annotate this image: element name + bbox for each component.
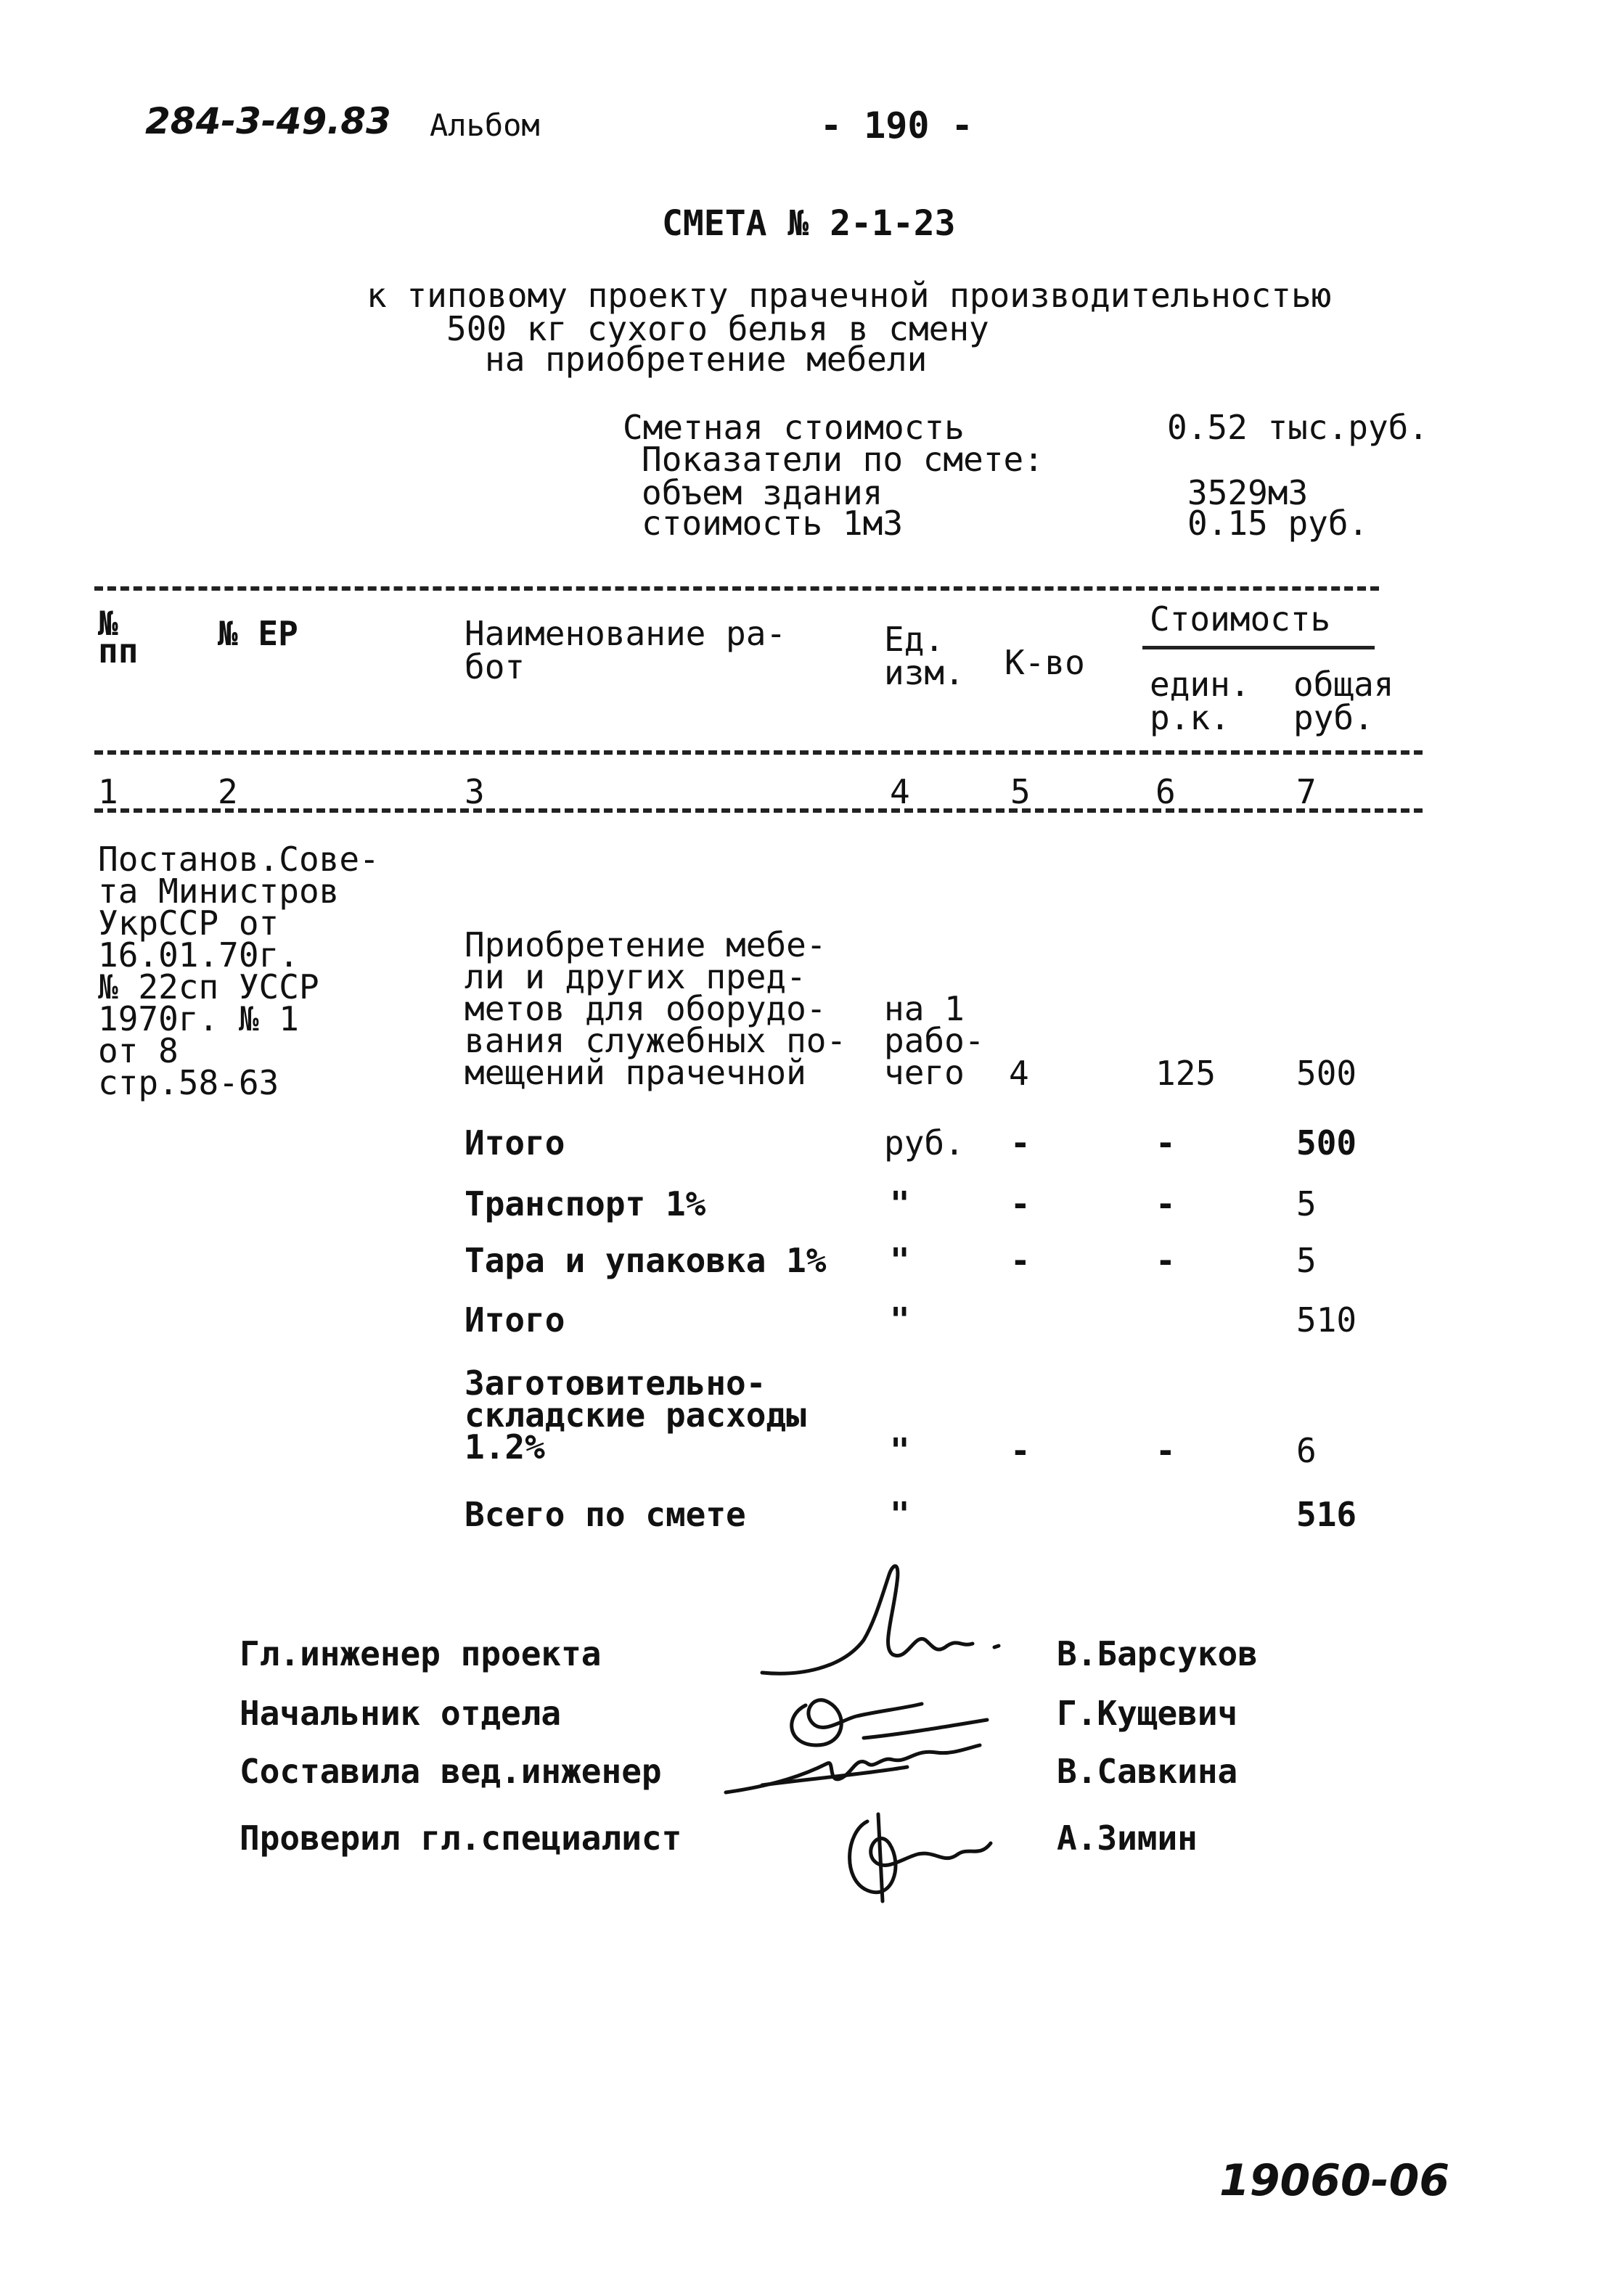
estimate-heading: СМЕТА № 2-1-23 <box>662 203 956 244</box>
header-er-number: № ЕР <box>218 614 298 653</box>
cost-value: 0.52 тыс.руб. <box>1167 408 1429 447</box>
column-number-2: 2 <box>218 772 238 811</box>
row-subtotal-qty: - <box>1010 1123 1031 1163</box>
table-top-rule <box>94 586 1379 591</box>
header-unit-price: един. р.к. <box>1150 665 1251 737</box>
main-item-unit: на 1 рабо- чего <box>884 989 985 1092</box>
row-packaging-name: Тара и упаковка 1% <box>465 1241 827 1280</box>
row-grand-total-name: Всего по смете <box>465 1495 746 1534</box>
signature-name-3: В.Савкина <box>1057 1752 1238 1791</box>
column-number-7: 7 <box>1296 772 1317 811</box>
row-transport-total: 5 <box>1296 1184 1317 1223</box>
signature-role-4: Проверил гл.специалист <box>240 1819 682 1858</box>
indicators-label: Показатели по смете: <box>642 440 1044 479</box>
column-number-6: 6 <box>1155 772 1176 811</box>
header-work-name: Наименование ра- бот <box>465 614 787 686</box>
volume-value: 3529м3 <box>1187 473 1309 512</box>
row-packaging-qty: - <box>1010 1241 1031 1280</box>
document-code: 284-3-49.83 <box>145 100 391 142</box>
source-reference: Постанов.Сове- та Министров УкрССР от 16.01.70г. № 22сп УССР 1970г. № 1 от 8 стр.58-63 <box>98 840 380 1102</box>
header-cost-underline <box>1142 646 1375 649</box>
main-item-unit-price: 125 <box>1155 1054 1216 1093</box>
column-number-1: 1 <box>98 772 118 811</box>
signature-name-2: Г.Кущевич <box>1057 1694 1238 1733</box>
row-transport-unit: " <box>890 1184 910 1223</box>
signature-role-1: Гл.инженер проекта <box>240 1634 602 1673</box>
column-numbers-rule <box>94 808 1423 813</box>
footer-stamp-number: 19060-06 <box>1219 2155 1450 2206</box>
cost-label: Сметная стоимость <box>623 408 965 447</box>
row-procurement-qty: - <box>1010 1431 1031 1470</box>
row-subtotal-total: 500 <box>1296 1123 1357 1163</box>
signature-role-2: Начальник отдела <box>240 1694 562 1733</box>
header-bottom-rule <box>94 750 1423 755</box>
header-row-number: № пп <box>98 604 139 671</box>
unit-cost-label: стоимость 1м3 <box>642 504 904 543</box>
title-line-3: на приобретение мебели <box>485 340 928 379</box>
signature-mark-3 <box>719 1734 994 1807</box>
row-packaging-unit-price: - <box>1155 1241 1176 1280</box>
row-total-unit: " <box>890 1300 910 1340</box>
row-packaging-unit: " <box>890 1241 910 1280</box>
row-grand-total-total: 516 <box>1296 1495 1357 1534</box>
column-number-5: 5 <box>1010 772 1031 811</box>
row-procurement-unit-price: - <box>1155 1431 1176 1470</box>
row-grand-total-unit: " <box>890 1495 910 1534</box>
row-packaging-total: 5 <box>1296 1241 1317 1280</box>
album-label: Альбом <box>430 107 559 143</box>
row-transport-qty: - <box>1010 1184 1031 1223</box>
header-quantity: К-во <box>1004 643 1085 682</box>
row-procurement-unit: " <box>890 1431 910 1470</box>
signature-mark-4 <box>835 1800 1023 1908</box>
header-unit: Ед. изм. <box>884 620 965 692</box>
page-number: - 190 - <box>820 104 973 147</box>
header-total: общая руб. <box>1293 665 1394 737</box>
row-procurement-name: Заготовительно- складские расходы 1.2% <box>465 1364 806 1467</box>
header-cost-group: Стоимость <box>1150 599 1331 639</box>
column-number-4: 4 <box>890 772 910 811</box>
unit-cost-value: 0.15 руб. <box>1187 504 1369 543</box>
row-procurement-total: 6 <box>1296 1431 1317 1470</box>
row-subtotal-unit: руб. <box>884 1123 965 1163</box>
signature-mark-1 <box>755 1553 1016 1691</box>
row-total-name: Итого <box>465 1300 565 1340</box>
column-number-3: 3 <box>465 772 485 811</box>
main-item-total: 500 <box>1296 1054 1357 1093</box>
main-item-quantity: 4 <box>1009 1054 1029 1093</box>
row-subtotal-unit-price: - <box>1155 1123 1176 1163</box>
signature-role-3: Составила вед.инженер <box>240 1752 662 1791</box>
main-item-name: Приобретение мебе- ли и других пред- метов для оборудо- вания служебных по- мещений прачечной <box>465 925 847 1092</box>
signature-name-1: В.Барсуков <box>1057 1634 1258 1673</box>
row-transport-unit-price: - <box>1155 1184 1176 1223</box>
title-line-2: 500 кг сухого белья в смену <box>446 309 989 348</box>
title-line-1: к типовому проекту прачечной производительностью <box>367 276 1332 315</box>
row-subtotal-name: Итого <box>465 1123 565 1163</box>
signature-name-4: А.Зимин <box>1057 1819 1198 1858</box>
row-total-total: 510 <box>1296 1300 1357 1340</box>
volume-label: объем здания <box>642 473 883 512</box>
row-transport-name: Транспорт 1% <box>465 1184 706 1223</box>
